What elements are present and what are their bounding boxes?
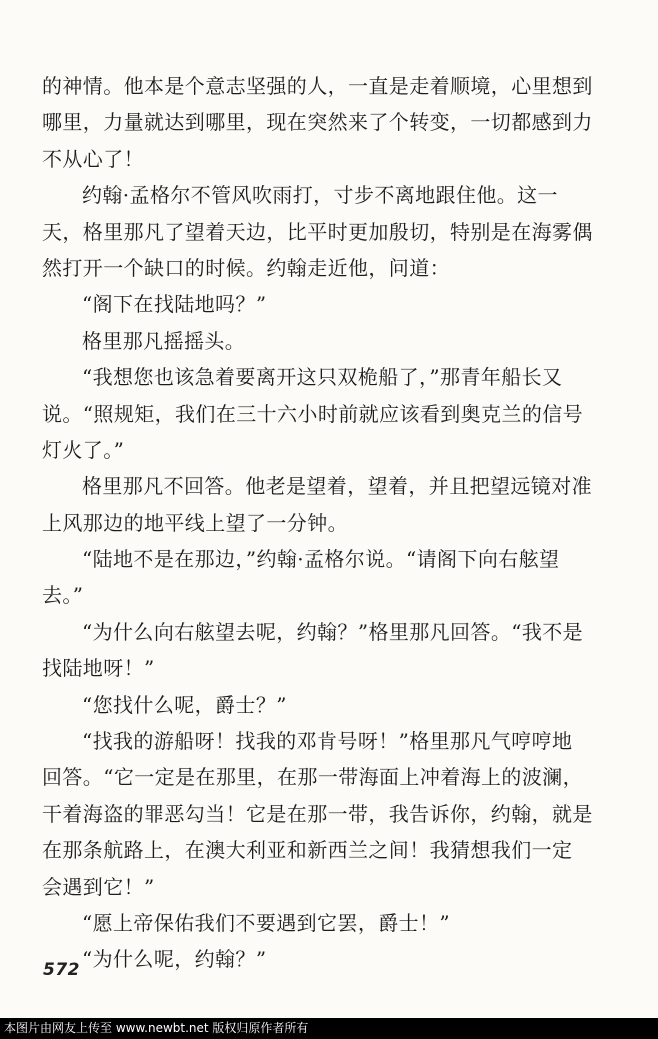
text-line: “为什么呢，约翰？” [82,947,267,972]
text-line: “您找什么呢，爵士？” [82,692,287,717]
text-line: “陆地不是在那边，”约翰·孟格尔说。“请阁下向右舷望 [82,547,560,572]
text-line: “阁下在找陆地吗？” [82,292,267,317]
text-line: 哪里，力量就达到哪里，现在突然来了个转变，一切都感到力 [42,110,593,135]
watermark-footer-bar [0,1018,658,1039]
text-line: “我想您也该急着要离开这只双桅船了，”那青年船长又 [82,365,563,390]
text-line: 在那条航路上，在澳大利亚和新西兰之间！我猜想我们一定 [42,838,573,863]
text-line: 天，格里那凡了望着天边，比平时更加殷切，特别是在海雾偶 [42,219,593,244]
body-text [42,68,622,978]
text-line: 回答。“它一定是在那里，在那一带海面上冲着海上的波澜， [42,765,584,790]
text-line: 说。“照规矩，我们在三十六小时前就应该看到奥克兰的信号 [42,401,584,426]
text-line: “愿上帝保佑我们不要遇到它罢，爵士！” [82,910,451,935]
text-line: 会遇到它！” [42,874,155,899]
text-line: 然打开一个缺口的时候。约翰走近他，问道： [42,255,450,280]
text-line: 上风那边的地平线上望了一分钟。 [42,510,348,535]
text-line: 干着海盗的罪恶勾当！它是在那一带，我告诉你，约翰，就是 [42,801,593,826]
text-line: 的神情。他本是个意志坚强的人，一直是走着顺境，心里想到 [42,74,593,98]
text-line: 找陆地呀！” [42,656,155,681]
text-line: 灯火了。” [42,437,125,462]
text-line: 去。” [42,583,84,608]
text-line: 格里那凡不回答。他老是望着，望着，并且把望远镜对准 [82,474,592,499]
watermark-footer-text: 本图片由网友上传至 www.newbt.net 版权归原作者所有 [4,1021,309,1035]
text-line: 不从心了！ [42,146,144,171]
page-number: 572 [43,960,80,980]
text-line: 格里那凡摇摇头。 [82,328,246,353]
text-line: “为什么向右舷望去呢，约翰？”格里那凡回答。“我不是 [82,619,584,644]
text-line: 约翰·孟格尔不管风吹雨打，寸步不离地跟住他。这一 [82,183,558,208]
text-line: “找我的游船呀！找我的邓肯号呀！”格里那凡气哼哼地 [82,729,573,754]
